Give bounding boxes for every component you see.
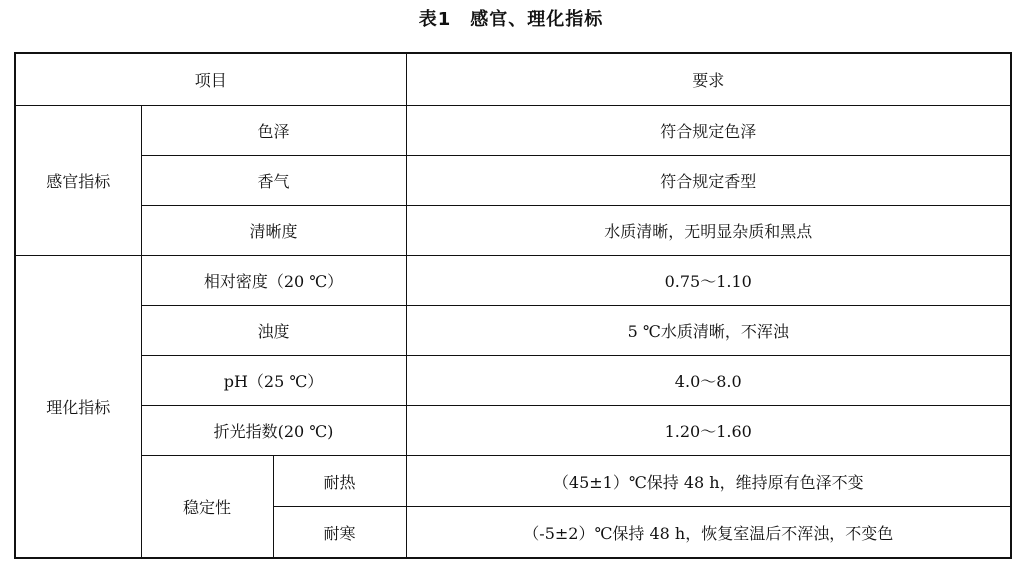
item-cell: 折光指数(20 ℃) [141,406,406,456]
requirement-cell: 0.75～1.10 [406,256,1011,306]
item-cell: 相对密度（20 ℃） [141,256,406,306]
sub-item-cell: 耐热 [273,456,406,507]
table-header-row [15,53,1011,106]
table-row [15,356,1011,406]
requirement-cell: 1.20～1.60 [406,406,1011,456]
table-row [15,406,1011,456]
header-item: 项目 [15,53,406,106]
item-cell: 清晰度 [141,206,406,256]
table-row [15,106,1011,156]
requirement-cell: 4.0～8.0 [406,356,1011,406]
requirement-cell: （45±1）℃保持 48 h，维持原有色泽不变 [406,456,1011,507]
table-title: 表1 感官、理化指标 [418,9,604,30]
header-requirement: 要求 [406,53,1011,106]
item-cell: 浊度 [141,306,406,356]
indicators-table [14,52,1012,559]
stability-label: 稳定性 [141,456,273,559]
table-row [15,256,1011,306]
table-row [15,206,1011,256]
item-cell: 香气 [141,156,406,206]
item-cell: pH（25 ℃） [141,356,406,406]
requirement-cell: 符合规定色泽 [406,106,1011,156]
requirement-cell: 符合规定香型 [406,156,1011,206]
requirement-cell: 水质清晰，无明显杂质和黑点 [406,206,1011,256]
table-row [15,156,1011,206]
table-row [15,456,1011,507]
table-row [15,306,1011,356]
requirement-cell: 5 ℃水质清晰，不浑浊 [406,306,1011,356]
section-physicochemical: 理化指标 [15,256,141,559]
sub-item-cell: 耐寒 [273,507,406,559]
item-cell: 色泽 [141,106,406,156]
requirement-cell: （-5±2）℃保持 48 h，恢复室温后不浑浊，不变色 [406,507,1011,559]
section-sensory: 感官指标 [15,106,141,256]
